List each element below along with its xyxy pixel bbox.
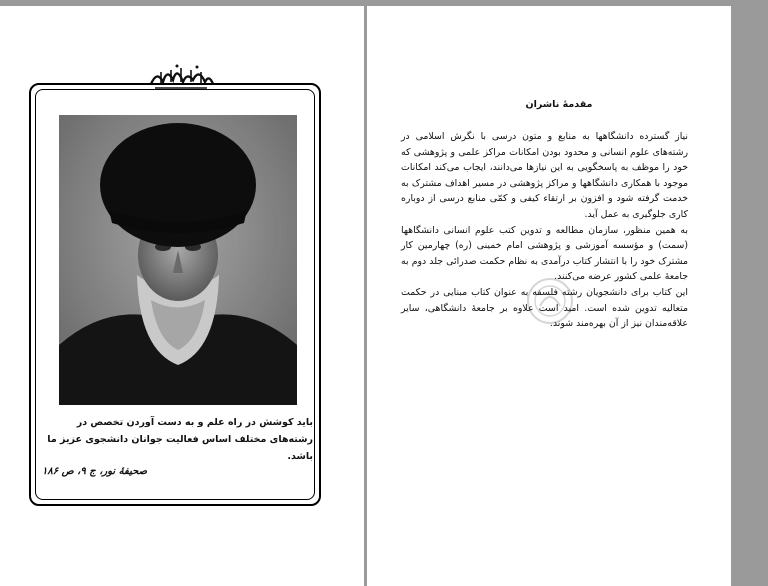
preface-body <box>401 129 688 332</box>
portrait-photo <box>59 115 297 405</box>
paragraph: این کتاب برای دانشجویان رشته فلسفه به عنوان کتاب مبنایی در حکمت متعالیه تدوین شده است. امید است علاوه بر جامعهٔ دانشگاهی، سایر علاقه‌مندان نیز از آن بهره‌مند شوند. <box>401 286 688 330</box>
paragraph: به همین منظور، سازمان مطالعه و تدوین کتب علوم انسانی دانشگاهها (سمت) و مؤسسه آموزشی و پژوهشی امام خمینی (ره) چهارمین کار مشترک خود را با انتشار کتاب درآمدی به نظام حکمت صدرائی جلد دوم به جامعهٔ علمی کشور عرضه می‌کنند. <box>401 224 688 283</box>
quote-citation: صحیفهٔ نور، ج ۹، ص ۱۸۶ <box>42 466 148 477</box>
quote-text: باید کوشش در راه علم و به دست آوردن تخصص در رشته‌های مختلف اساس فعالیت جوانان دانشجوی عزیز ما باشد. <box>47 417 313 462</box>
paragraph: نیاز گسترده دانشگاهها به منابع و متون درسی با نگرش اسلامی در رشته‌های علوم انسانی و محدود بودن امکانات مراکز علمی و پژوهشی که خود را موظف به پاسخگویی به این نیازها می‌دانند، ایجاب می‌کند امکانات موجود با همکاری دانشگاهها و مراکز پژوهشی در مسیر اهداف مشترک به خدمت گرفته شود و افزون بر ارتقاء کیفی و کمّی منابع درسی از دوباره کاری جلوگیری به عمل آید. <box>401 131 688 220</box>
page-title: مقدمهٔ ناشران <box>525 99 593 110</box>
